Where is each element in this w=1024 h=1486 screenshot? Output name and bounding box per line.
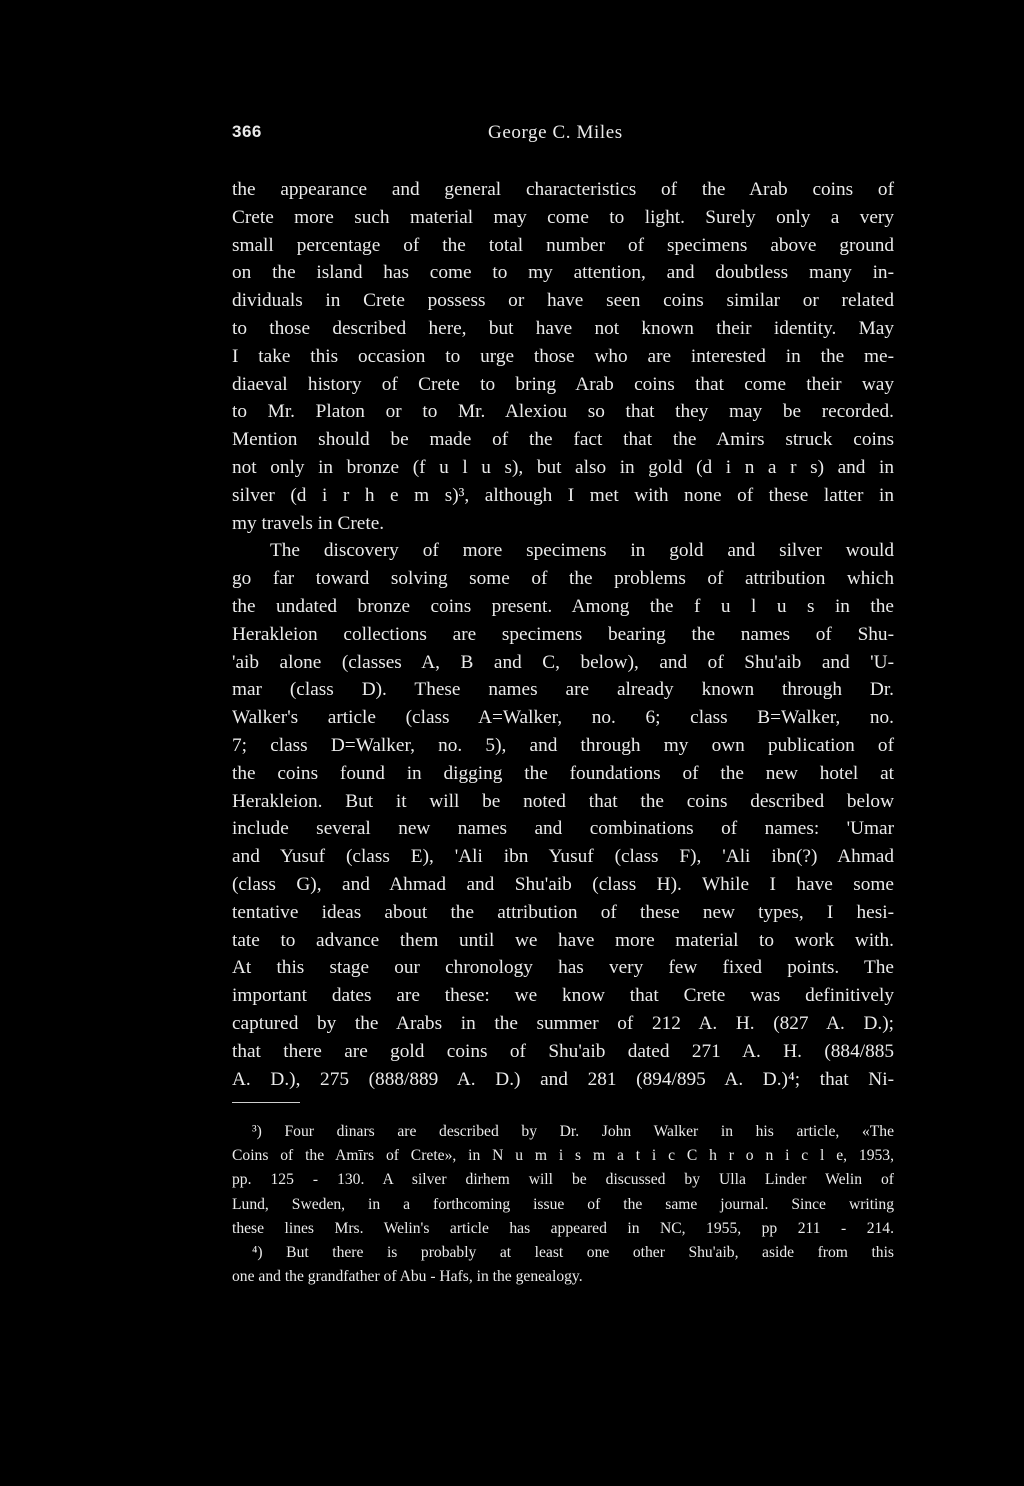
body-line: Herakleion collections are specimens bearing the names of Shu- bbox=[232, 623, 894, 645]
body-line: silver (d i r h e m s)³, although I met with none of these latter in bbox=[232, 484, 894, 506]
body-line: Crete more such material may come to light. Surely only a very bbox=[232, 206, 894, 228]
body-line: tentative ideas about the attribution of these new types, I hesi- bbox=[232, 901, 894, 923]
body-line: small percentage of the total number of specimens above ground bbox=[232, 234, 894, 256]
body-line: the coins found in digging the foundations of the new hotel at bbox=[232, 762, 894, 784]
footnote-divider bbox=[232, 1102, 300, 1103]
body-line: tate to advance them until we have more material to work with. bbox=[232, 929, 894, 951]
body-line: and Yusuf (class E), 'Ali ibn Yusuf (class F), 'Ali ibn(?) Ahmad bbox=[232, 846, 894, 868]
page-header bbox=[232, 122, 892, 152]
body-line: Walker's article (class A=Walker, no. 6; class B=Walker, no. bbox=[232, 707, 894, 729]
body-line: Mention should be made of the fact that the Amirs struck coins bbox=[232, 429, 894, 451]
body-line: mar (class D). These names are already known through Dr. bbox=[232, 679, 894, 701]
body-line: on the island has come to my attention, and doubtless many in- bbox=[232, 262, 894, 284]
paragraph-start-line: The discovery of more specimens in gold and silver would bbox=[270, 540, 894, 562]
body-line: to those described here, but have not known their identity. May bbox=[232, 317, 894, 339]
page-number: 366 bbox=[232, 122, 262, 141]
body-line: not only in bronze (f u l u s), but also in gold (d i n a r s) and in bbox=[232, 456, 894, 478]
body-line: (class G), and Ahmad and Shu'aib (class H). While I have some bbox=[232, 873, 894, 895]
footnote-line: these lines Mrs. Welin's article has appeared in NC, 1955, pp 211 - 214. bbox=[232, 1219, 894, 1237]
footnote-line: Coins of the Amīrs of Crete», in N u m i s m a t i c C h r o n i c l e, 1953, bbox=[232, 1147, 894, 1165]
body-text bbox=[232, 176, 894, 1093]
body-line: include several new names and combinations of names: 'Umar bbox=[232, 818, 894, 840]
footnote-4-start: ⁴) But there is probably at least one other Shu'aib, aside from this bbox=[252, 1243, 894, 1261]
footnote-line: Lund, Sweden, in a forthcoming issue of the same journal. Since writing bbox=[232, 1195, 894, 1213]
body-line: the undated bronze coins present. Among the f u l u s in the bbox=[232, 595, 894, 617]
body-line: diaeval history of Crete to bring Arab coins that come their way bbox=[232, 373, 894, 395]
body-line: 'aib alone (classes A, B and C, below), and of Shu'aib and 'U- bbox=[232, 651, 894, 673]
footnotes bbox=[232, 1120, 894, 1289]
body-line: the appearance and general characteristics of the Arab coins of bbox=[232, 179, 894, 200]
body-line: I take this occasion to urge those who are interested in the me- bbox=[232, 345, 894, 367]
body-line: A. D.), 275 (888/889 A. D.) and 281 (894/895 A. D.)⁴; that Ni- bbox=[232, 1068, 894, 1090]
body-line: that there are gold coins of Shu'aib dated 271 A. H. (884/885 bbox=[232, 1040, 894, 1062]
running-head-author: George C. Miles bbox=[488, 122, 623, 143]
footnote-line: pp. 125 - 130. A silver dirhem will be discussed by Ulla Linder Welin of bbox=[232, 1171, 894, 1189]
body-line: captured by the Arabs in the summer of 212 A. H. (827 A. D.); bbox=[232, 1012, 894, 1034]
body-line: dividuals in Crete possess or have seen coins similar or related bbox=[232, 290, 894, 312]
footnote-line: one and the grandfather of Abu - Hafs, in the genealogy. bbox=[232, 1268, 583, 1286]
body-line: go far toward solving some of the problems of attribution which bbox=[232, 568, 894, 590]
body-line: Herakleion. But it will be noted that the coins described below bbox=[232, 790, 894, 812]
body-line: important dates are these: we know that Crete was definitively bbox=[232, 985, 894, 1007]
body-line: my travels in Crete. bbox=[232, 512, 385, 534]
body-line: to Mr. Platon or to Mr. Alexiou so that they may be recorded. bbox=[232, 401, 894, 423]
body-line: 7; class D=Walker, no. 5), and through my own publication of bbox=[232, 734, 894, 756]
footnote-3-start: ³) Four dinars are described by Dr. John Walker in his article, «The bbox=[252, 1123, 894, 1140]
body-line: At this stage our chronology has very few fixed points. The bbox=[232, 957, 894, 979]
